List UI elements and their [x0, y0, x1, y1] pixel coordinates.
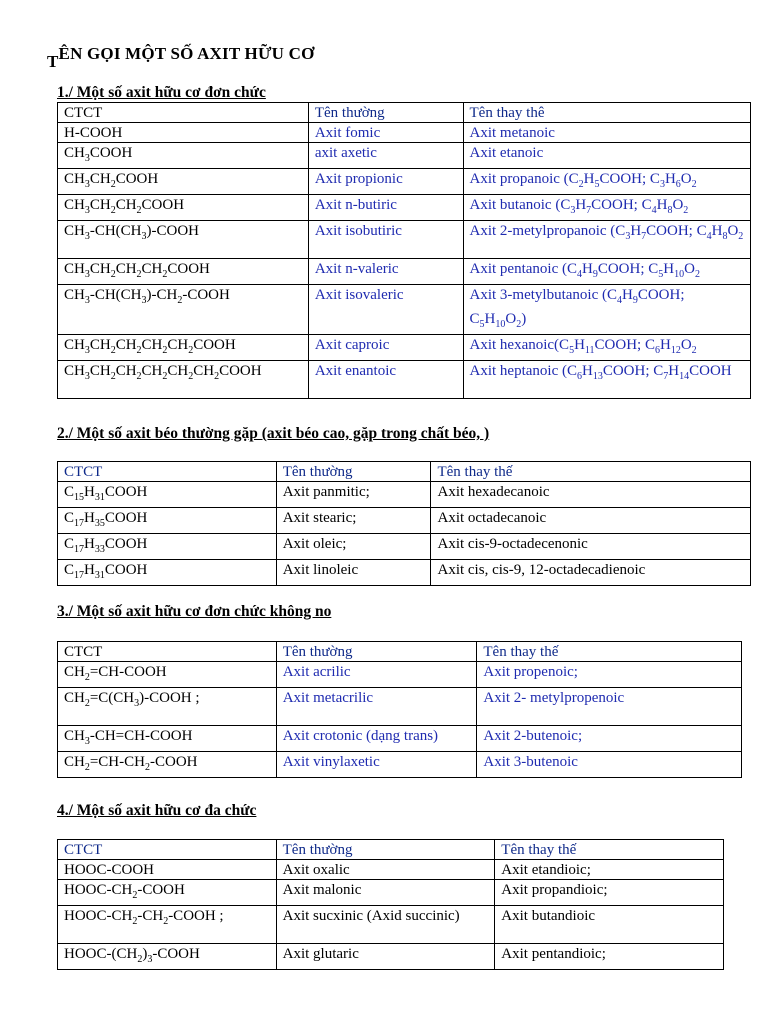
formula-cell: $CH_3CH_2CH_2CH_2CH_2COOH$: [58, 335, 309, 361]
column-header: Tên thay thế: [495, 840, 724, 860]
column-header: Tên thường: [276, 642, 477, 662]
formula-cell: $CH_3CH_2CH_2CH_2COOH$: [58, 259, 309, 285]
column-header: Tên thường: [276, 462, 431, 482]
table-header-row: [58, 642, 742, 662]
common-name-cell: Axit panmitic;: [276, 482, 431, 508]
table-row: [58, 285, 751, 335]
common-name-cell: Axit isovaleric: [308, 285, 463, 335]
formula-cell: HOOC-COOH: [58, 860, 277, 880]
common-name-cell: Axit caproic: [308, 335, 463, 361]
table-row: [58, 482, 751, 508]
systematic-name-cell: Axit metanoic: [463, 123, 751, 143]
systematic-name-cell: Axit octadecanoic: [431, 508, 751, 534]
section-2-table: [57, 461, 751, 586]
column-header: Tên thay thế: [477, 642, 742, 662]
table-header-row: [58, 840, 724, 860]
systematic-name-cell: Axit butandioic: [495, 906, 724, 944]
formula-cell: $CH_3-CH=CH$-COOH: [58, 726, 277, 752]
systematic-name-cell: Axit propenoic;: [477, 662, 742, 688]
common-name-cell: Axit isobutiric: [308, 221, 463, 259]
formula-cell: $CH_3CH_2CH_2CH_2CH_2CH_2COOH$: [58, 361, 309, 399]
formula-cell: $CH_3-CH(CH_3)-CH_2$-COOH: [58, 285, 309, 335]
common-name-cell: axit axetic: [308, 143, 463, 169]
table-row: [58, 726, 742, 752]
column-header: CTCT: [58, 103, 309, 123]
formula-cell: $CH_3-CH(CH_3)$-COOH: [58, 221, 309, 259]
table-row: [58, 335, 751, 361]
page-title-initial: T: [47, 52, 59, 71]
formula-cell: $CH_3COOH$: [58, 143, 309, 169]
column-header: Tên thay thê: [463, 103, 751, 123]
table-row: [58, 259, 751, 285]
common-name-cell: Axit fomic: [308, 123, 463, 143]
section-3-table: [57, 641, 742, 778]
table-header-row: [58, 103, 751, 123]
table-row: [58, 688, 742, 726]
table-row: [58, 123, 751, 143]
column-header: CTCT: [58, 642, 277, 662]
systematic-name-cell: Axit etanoic: [463, 143, 751, 169]
table-row: [58, 880, 724, 906]
formula-cell: HOOC-$CH_2-CH_2$-COOH ;: [58, 906, 277, 944]
systematic-name-cell: Axit 2- metylpropenoic: [477, 688, 742, 726]
systematic-name-cell: Axit pentandioic;: [495, 944, 724, 970]
common-name-cell: Axit linoleic: [276, 560, 431, 586]
formula-cell: $C_{17}H_{35}COOH$: [58, 508, 277, 534]
formula-cell: $CH_3CH_2CH_2COOH$: [58, 195, 309, 221]
formula-cell: $CH_2=CH$-COOH: [58, 662, 277, 688]
systematic-name-cell: Axit propandioic;: [495, 880, 724, 906]
table-row: [58, 143, 751, 169]
common-name-cell: Axit n-butiric: [308, 195, 463, 221]
common-name-cell: Axit oxalic: [276, 860, 495, 880]
systematic-name-cell: Axit $hexanoic(C_5H_{11}COOH$; $C_6H_{12}O_2$: [463, 335, 751, 361]
systematic-name-cell: Axit 2-butenoic;: [477, 726, 742, 752]
table-row: [58, 560, 751, 586]
systematic-name-cell: Axit etandioic;: [495, 860, 724, 880]
formula-cell: HOOC-$CH_2$-COOH: [58, 880, 277, 906]
table-row: [58, 906, 724, 944]
common-name-cell: Axit crotonic (dạng trans): [276, 726, 477, 752]
systematic-name-cell: Axit hexadecanoic: [431, 482, 751, 508]
formula-cell: $C_{17}H_{33}COOH$: [58, 534, 277, 560]
table-row: [58, 534, 751, 560]
common-name-cell: Axit acrilic: [276, 662, 477, 688]
section-1-table: [57, 102, 751, 399]
common-name-cell: Axit vinylaxetic: [276, 752, 477, 778]
column-header: Tên thường: [276, 840, 495, 860]
systematic-name-cell: Axit cis-9-octadecenonic: [431, 534, 751, 560]
table-row: [58, 169, 751, 195]
common-name-cell: Axit n-valeric: [308, 259, 463, 285]
section-4-heading: 4./ Một số axit hữu cơ đa chức: [57, 802, 257, 819]
page-title-rest: ÊN GỌI MỘT SỐ AXIT HỮU CƠ: [58, 44, 315, 63]
systematic-name-cell: Axit pentanoic ($C_4H_9COOH$; $C_5H_{10}O_2$: [463, 259, 751, 285]
table-row: [58, 752, 742, 778]
section-1-heading: 1./ Một số axit hữu cơ đơn chức: [57, 84, 266, 101]
formula-cell: $C_{15}H_{31}COOH$: [58, 482, 277, 508]
common-name-cell: Axit enantoic: [308, 361, 463, 399]
systematic-name-cell: Axit 2-metylpropanoic ($C_3H_7COOH$; $C_4H_8O_2$: [463, 221, 751, 259]
column-header: CTCT: [58, 462, 277, 482]
table-row: [58, 361, 751, 399]
table-row: [58, 195, 751, 221]
table-row: [58, 508, 751, 534]
systematic-name-cell: Axit 3-metylbutanoic ($C_4H_9COOH$; $C_5H_{10}O_2$): [463, 285, 751, 335]
common-name-cell: Axit oleic;: [276, 534, 431, 560]
section-3-heading: 3./ Một số axit hữu cơ đơn chức không no: [57, 603, 332, 620]
table-row: [58, 944, 724, 970]
column-header: CTCT: [58, 840, 277, 860]
table-row: [58, 662, 742, 688]
systematic-name-cell: Axit heptanoic ($C_6H_{13}COOH$; $C_7H_{14}COOH$: [463, 361, 751, 399]
systematic-name-cell: Axit 3-butenoic: [477, 752, 742, 778]
common-name-cell: Axit stearic;: [276, 508, 431, 534]
common-name-cell: Axit propionic: [308, 169, 463, 195]
formula-cell: $CH_2=C(CH_3)$-COOH ;: [58, 688, 277, 726]
formula-cell: $CH_3CH_2COOH$: [58, 169, 309, 195]
common-name-cell: Axit glutaric: [276, 944, 495, 970]
section-4-table: [57, 839, 724, 970]
formula-cell: H-COOH: [58, 123, 309, 143]
common-name-cell: Axit malonic: [276, 880, 495, 906]
table-header-row: [58, 462, 751, 482]
page-title: [47, 44, 315, 71]
common-name-cell: Axit sucxinic (Axid succinic): [276, 906, 495, 944]
formula-cell: $CH_2=CH-CH_2$-COOH: [58, 752, 277, 778]
table-row: [58, 221, 751, 259]
common-name-cell: Axit metacrilic: [276, 688, 477, 726]
systematic-name-cell: Axit propanoic ($C_2H_5COOH$; $C_3H_6O_2$: [463, 169, 751, 195]
table-row: [58, 860, 724, 880]
formula-cell: HOOC-$(CH_2)_3$-COOH: [58, 944, 277, 970]
column-header: Tên thường: [308, 103, 463, 123]
systematic-name-cell: Axit butanoic ($C_3H_7COOH$; $C_4H_8O_2$: [463, 195, 751, 221]
section-2-heading: 2./ Một số axit béo thường gặp (axit béo cao, gặp trong chất béo, ): [57, 425, 490, 442]
systematic-name-cell: Axit cis, cis-9, 12-octadecadienoic: [431, 560, 751, 586]
formula-cell: $C_{17}H_{31}COOH$: [58, 560, 277, 586]
column-header: Tên thay thế: [431, 462, 751, 482]
